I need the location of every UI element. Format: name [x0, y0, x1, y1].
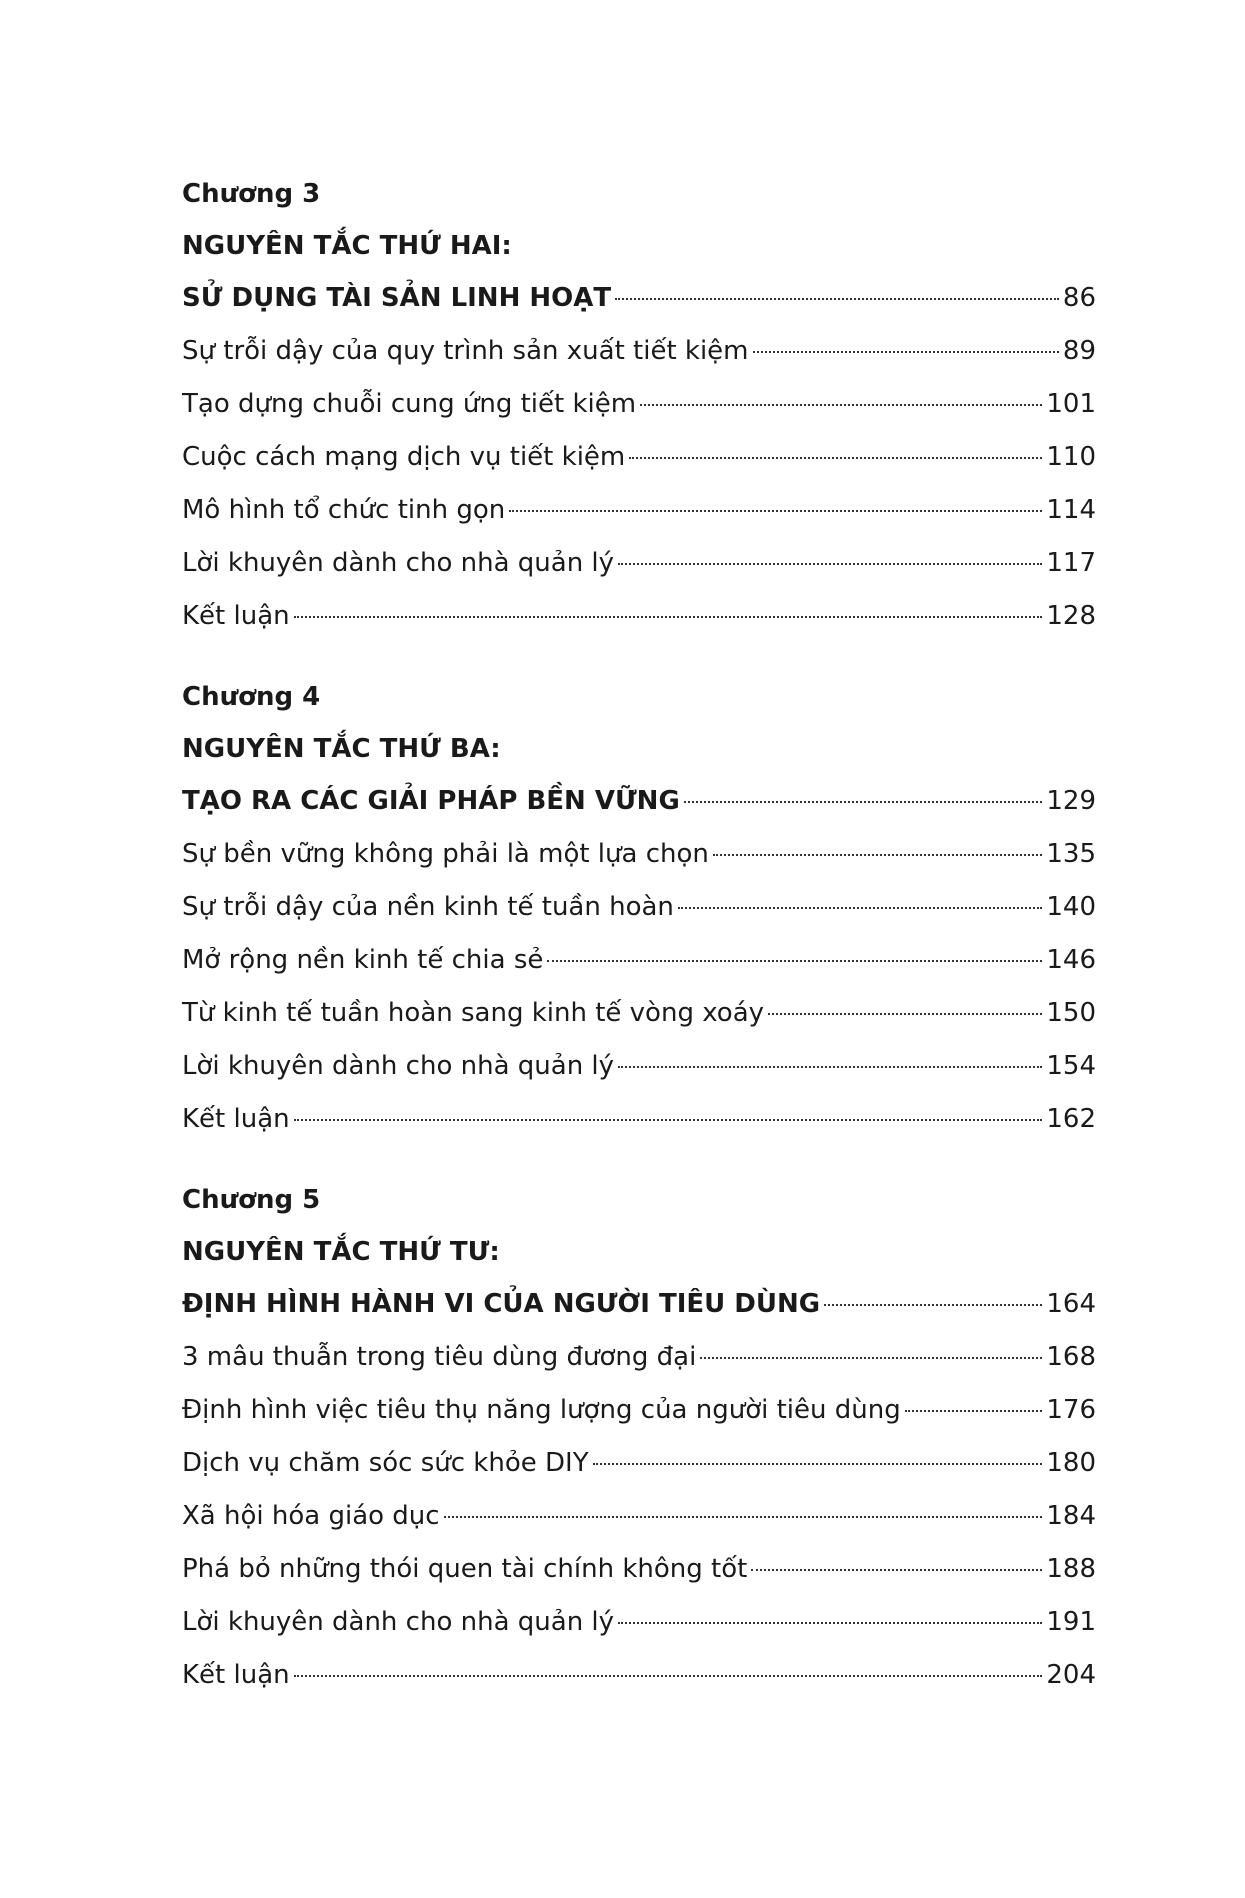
page-number: 129: [1046, 786, 1096, 816]
page-number: 117: [1046, 548, 1096, 578]
entry-title: Kết luận: [182, 1104, 290, 1134]
leader-dots: [824, 1304, 1042, 1306]
toc-entry: [182, 987, 1096, 1040]
toc-entry: [182, 881, 1096, 934]
toc-entry: [182, 431, 1096, 484]
page-number: 184: [1046, 1501, 1096, 1531]
page-number: 180: [1046, 1448, 1096, 1478]
entry-title: Sự trỗi dậy của quy trình sản xuất tiết kiệm: [182, 336, 749, 366]
chapter-5: [182, 1174, 1096, 1702]
leader-dots: [640, 404, 1042, 406]
chapter-label: Chương 5: [182, 1185, 321, 1215]
leader-dots: [768, 1013, 1042, 1015]
entry-title: Lời khuyên dành cho nhà quản lý: [182, 548, 615, 578]
leader-dots: [509, 510, 1042, 512]
toc-entry: [182, 537, 1096, 590]
entry-title: Phá bỏ những thói quen tài chính không tốt: [182, 1554, 748, 1584]
leader-dots: [618, 1622, 1042, 1624]
page-number: 89: [1062, 336, 1096, 366]
toc-entry: [182, 1543, 1096, 1596]
toc-entry: [182, 1596, 1096, 1649]
table-of-contents: [182, 168, 1096, 1730]
leader-dots: [294, 1675, 1043, 1677]
leader-dots: [593, 1463, 1043, 1465]
page-number: 176: [1046, 1395, 1096, 1425]
entry-title: Kết luận: [182, 601, 290, 631]
chapter-title-row: [182, 272, 1096, 325]
entry-title: Lời khuyên dành cho nhà quản lý: [182, 1607, 615, 1637]
leader-dots: [905, 1410, 1043, 1412]
page-number: 168: [1046, 1342, 1096, 1372]
entry-title: Sự trỗi dậy của nền kinh tế tuần hoàn: [182, 892, 674, 922]
toc-entry: [182, 1331, 1096, 1384]
leader-dots: [547, 960, 1042, 962]
page-number: 86: [1062, 283, 1096, 313]
toc-entry: [182, 1490, 1096, 1543]
entry-title: Dịch vụ chăm sóc sức khỏe DIY: [182, 1448, 589, 1478]
page-number: 150: [1046, 998, 1096, 1028]
page-number: 135: [1046, 839, 1096, 869]
leader-dots: [700, 1357, 1042, 1359]
entry-title: Cuộc cách mạng dịch vụ tiết kiệm: [182, 442, 626, 472]
leader-dots: [678, 907, 1042, 909]
page-number: 191: [1046, 1607, 1096, 1637]
chapter-title-row: [182, 775, 1096, 828]
toc-entry: [182, 1384, 1096, 1437]
entry-title: Sự bền vững không phải là một lựa chọn: [182, 839, 709, 869]
entry-title: Tạo dựng chuỗi cung ứng tiết kiệm: [182, 389, 637, 419]
page-number: 164: [1046, 1289, 1096, 1319]
leader-dots: [615, 298, 1059, 300]
chapter-heading: NGUYÊN TẮC THỨ TƯ:: [182, 1237, 500, 1267]
toc-entry: [182, 378, 1096, 431]
chapter-3: [182, 168, 1096, 643]
leader-dots: [684, 801, 1043, 803]
page-number: 188: [1046, 1554, 1096, 1584]
chapter-4: [182, 671, 1096, 1146]
chapter-title: ĐỊNH HÌNH HÀNH VI CỦA NGƯỜI TIÊU DÙNG: [182, 1289, 821, 1319]
chapter-label: Chương 4: [182, 682, 321, 712]
chapter-label: Chương 3: [182, 179, 321, 209]
entry-title: Xã hội hóa giáo dục: [182, 1501, 440, 1531]
page-number: 146: [1046, 945, 1096, 975]
page-number: 128: [1046, 601, 1096, 631]
leader-dots: [751, 1569, 1042, 1571]
entry-title: Từ kinh tế tuần hoàn sang kinh tế vòng xoáy: [182, 998, 765, 1028]
leader-dots: [629, 457, 1042, 459]
page-number: 114: [1046, 495, 1096, 525]
leader-dots: [444, 1516, 1043, 1518]
entry-title: Định hình việc tiêu thụ năng lượng của người tiêu dùng: [182, 1395, 901, 1425]
page-number: 110: [1046, 442, 1096, 472]
leader-dots: [618, 1066, 1042, 1068]
entry-title: Lời khuyên dành cho nhà quản lý: [182, 1051, 615, 1081]
toc-entry: [182, 1040, 1096, 1093]
toc-entry: [182, 590, 1096, 643]
chapter-heading: NGUYÊN TẮC THỨ BA:: [182, 734, 501, 764]
leader-dots: [294, 616, 1043, 618]
toc-entry: [182, 1649, 1096, 1702]
chapter-title: SỬ DỤNG TÀI SẢN LINH HOẠT: [182, 283, 612, 313]
page-number: 140: [1046, 892, 1096, 922]
page-number: 162: [1046, 1104, 1096, 1134]
chapter-title-row: [182, 1278, 1096, 1331]
entry-title: Kết luận: [182, 1660, 290, 1690]
toc-entry: [182, 484, 1096, 537]
toc-entry: [182, 934, 1096, 987]
leader-dots: [294, 1119, 1043, 1121]
leader-dots: [753, 351, 1059, 353]
chapter-title: TẠO RA CÁC GIẢI PHÁP BỀN VỮNG: [182, 786, 680, 816]
toc-entry: [182, 325, 1096, 378]
chapter-heading: NGUYÊN TẮC THỨ HAI:: [182, 231, 512, 261]
toc-entry: [182, 1437, 1096, 1490]
entry-title: 3 mâu thuẫn trong tiêu dùng đương đại: [182, 1342, 697, 1372]
toc-entry: [182, 828, 1096, 881]
leader-dots: [618, 563, 1042, 565]
leader-dots: [713, 854, 1042, 856]
entry-title: Mở rộng nền kinh tế chia sẻ: [182, 945, 544, 975]
page-number: 154: [1046, 1051, 1096, 1081]
page-number: 204: [1046, 1660, 1096, 1690]
page-number: 101: [1046, 389, 1096, 419]
toc-entry: [182, 1093, 1096, 1146]
entry-title: Mô hình tổ chức tinh gọn: [182, 495, 506, 525]
